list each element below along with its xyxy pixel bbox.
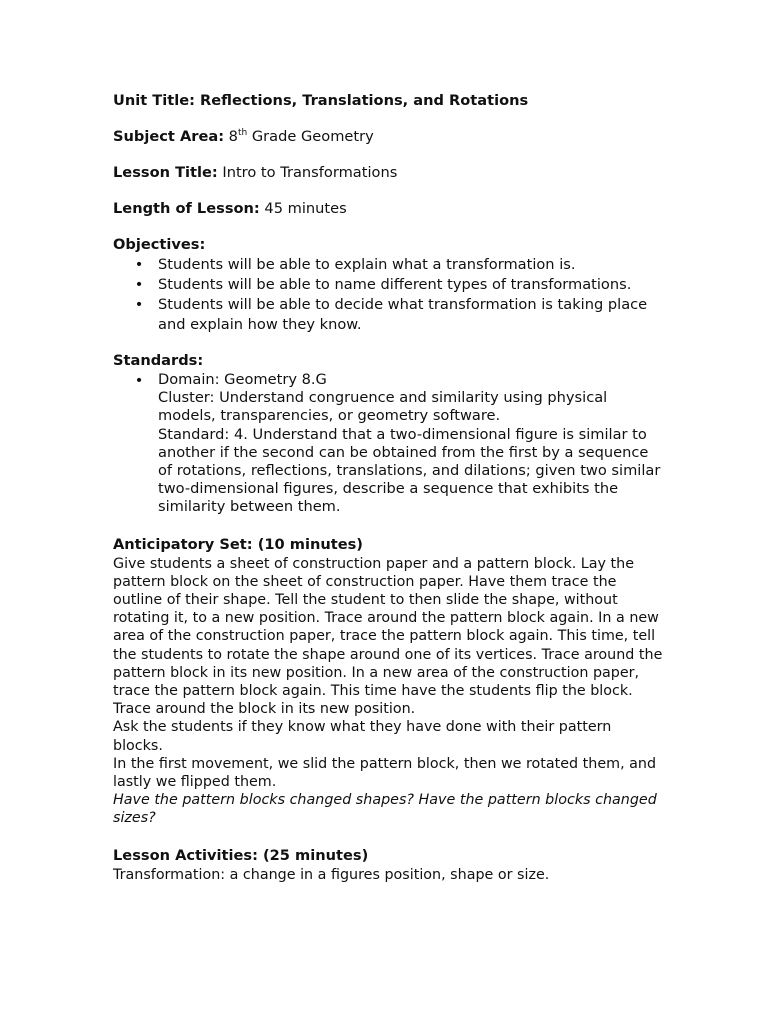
lesson-length [113, 199, 663, 219]
lesson-title-label: Lesson Title: [113, 164, 218, 181]
standards-cluster: Cluster: Understand congruence and similarity using physical models, transparencies, or geometry software. [158, 389, 608, 425]
bullet-icon: • [134, 296, 144, 313]
subject-area [113, 127, 663, 147]
bullet-icon: • [134, 256, 144, 273]
anticipatory-paragraph-1: Give students a sheet of construction paper and a pattern block. Lay the pattern block on the sheet of construction paper. Have them trace the outline of their shape. Tell the student to then slide the shape, without rotating it, to a new position. Trace around the pattern block again. In a new area of the construction paper, trace the pattern block again. This time, tell the students to rotate the shape around one of its vertices. Trace around the pattern block in its new position. In a new area of the construction paper, trace the pattern block again. This time have the students flip the block. Trace around the block in its new position. [113, 555, 663, 718]
subject-grade-suffix: th [237, 128, 248, 139]
unit-title [113, 91, 663, 111]
lesson-title-value: Intro to Transformations [222, 164, 398, 181]
objective-item [113, 255, 663, 275]
unit-title-text: Unit Title: Reflections, Translations, and Rotations [113, 92, 529, 109]
anticipatory-paragraph-2: Ask the students if they know what they have done with their pattern blocks. [113, 719, 612, 754]
standards-heading: Standards: [113, 352, 204, 369]
anticipatory-question: Have the pattern blocks changed shapes? Have the pattern blocks changed sizes? [113, 792, 657, 827]
objective-item [113, 295, 663, 335]
subject-grade-number: 8 [228, 128, 238, 145]
anticipatory-heading: Anticipatory Set: (10 minutes) [113, 535, 363, 553]
lesson-length-label: Length of Lesson: [113, 200, 260, 217]
subject-grade-text: Grade Geometry [247, 128, 374, 145]
standards-domain: Domain: Geometry 8.G [158, 371, 327, 388]
activities-heading: Lesson Activities: (25 minutes) [113, 846, 369, 864]
objectives-list [113, 255, 663, 335]
standards-item [113, 371, 663, 517]
objective-text: Students will be able to explain what a transformation is. [158, 256, 576, 273]
standards-standard: Standard: 4. Understand that a two-dimensional figure is similar to another if the second can be obtained from the first by a sequence of rotations, reflections, translations, and dilations; given two similar two-dimensional figures, describe a sequence that exhibits the similarity between them. [158, 425, 661, 516]
objective-text: Students will be able to name different types of transformations. [158, 276, 632, 293]
standards-list [113, 371, 663, 517]
activities-paragraph-1: Transformation: a change in a figures position, shape or size. [113, 866, 550, 883]
subject-area-value [229, 128, 374, 145]
subject-area-label: Subject Area: [113, 128, 225, 145]
objective-text: Students will be able to decide what transformation is taking place and explain how they know. [158, 296, 648, 333]
lesson-plan-document [113, 91, 663, 884]
bullet-icon: • [134, 372, 144, 389]
objective-item [113, 275, 663, 295]
anticipatory-paragraph-3: In the first movement, we slid the pattern block, then we rotated them, and lastly we flipped them. [113, 755, 657, 791]
lesson-length-value: 45 minutes [264, 200, 347, 217]
objectives-heading: Objectives: [113, 236, 206, 253]
bullet-icon: • [134, 276, 144, 293]
lesson-title [113, 163, 663, 183]
